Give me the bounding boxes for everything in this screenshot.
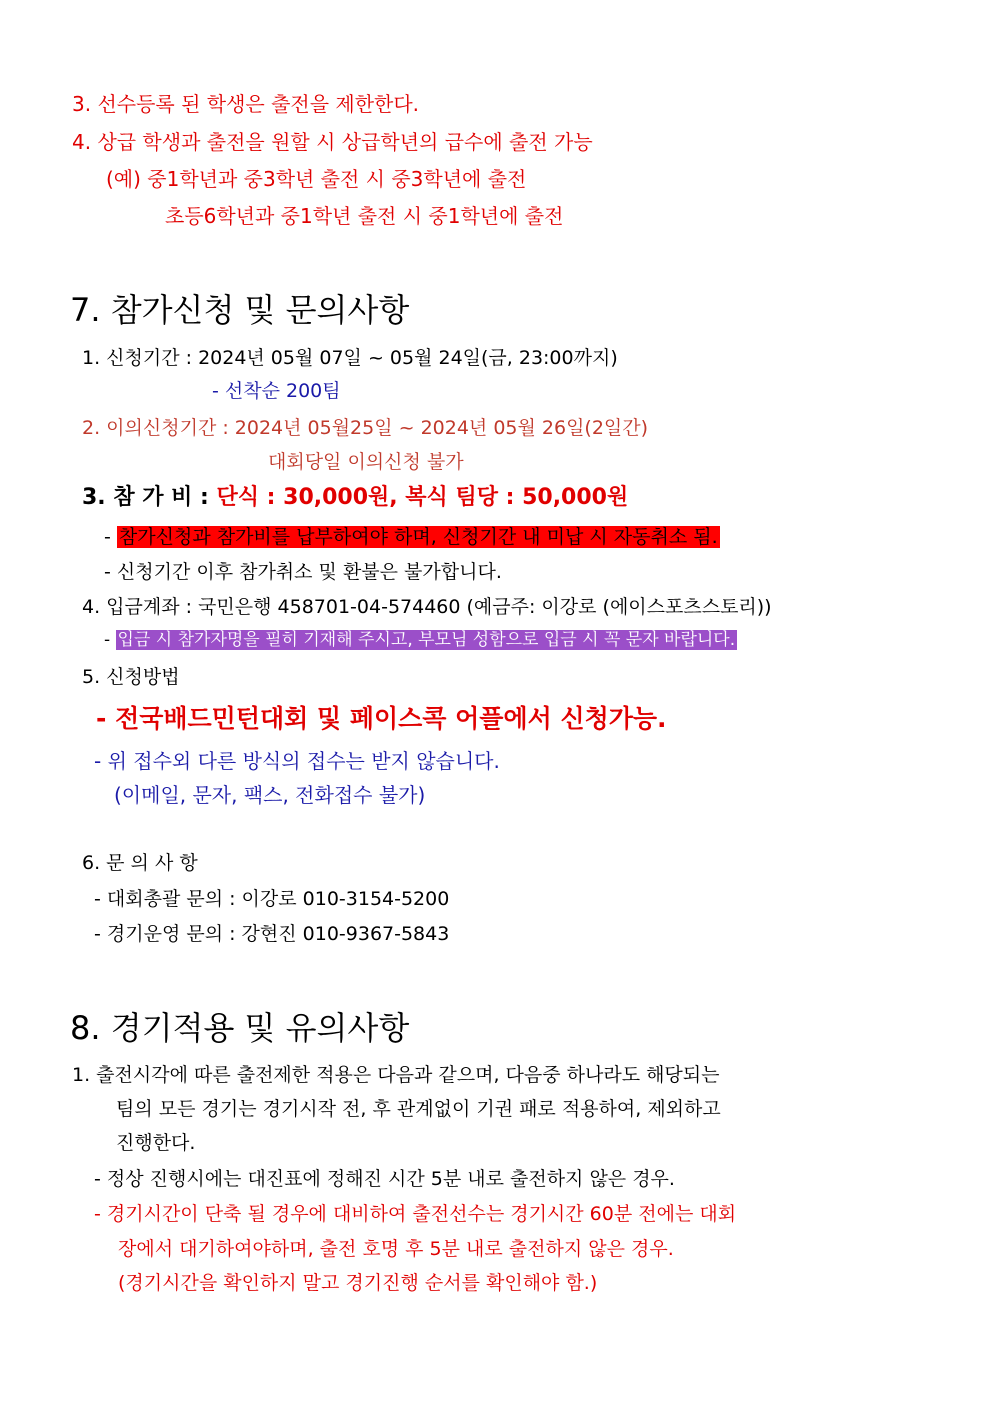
entry-fee-label: 3. 참 가 비 : xyxy=(82,485,217,510)
rule-note-2-line-1: - 경기시간이 단축 될 경우에 대비하여 출전선수는 경기시간 60분 전에는 대회 xyxy=(94,1203,737,1225)
apply-period: 1. 신청기간 : 2024년 05월 07일 ~ 05월 24일(금, 23:00까지) xyxy=(82,347,618,369)
contact-line-1: - 대회총괄 문의 : 이강로 010-3154-5200 xyxy=(94,888,450,910)
fee-note-1 xyxy=(104,528,720,547)
objection-note: 대회당일 이의신청 불가 xyxy=(268,451,464,473)
bank-account: 4. 입금계좌 : 국민은행 458701-04-574460 (예금주: 이강로 (에이스포츠스토리)) xyxy=(82,596,772,618)
rule-note-2-line-3: (경기시간을 확인하지 말고 경기진행 순서를 확인해야 함.) xyxy=(118,1272,598,1294)
apply-method-note-2: (이메일, 문자, 팩스, 전화접수 불가) xyxy=(114,783,426,807)
account-note-dash: - xyxy=(104,630,116,650)
first-come-note: - 선착순 200팀 xyxy=(212,380,341,402)
section-8-title: 8. 경기적용 및 유의사항 xyxy=(70,1009,410,1047)
rule-note-1: - 정상 진행시에는 대진표에 정해진 시간 5분 내로 출전하지 않은 경우. xyxy=(94,1168,675,1190)
rule-1-line-1: 1. 출전시각에 따른 출전제한 적용은 다음과 같으며, 다음중 하나라도 해당되는 xyxy=(72,1064,720,1086)
fee-note-2: - 신청기간 이후 참가취소 및 환불은 불가합니다. xyxy=(104,561,502,583)
fee-note-1-dash: - xyxy=(104,526,117,548)
apply-method-main: - 전국배드민턴대회 및 페이스콕 어플에서 신청가능. xyxy=(96,704,667,733)
rule-item-3-text: 3. 선수등록 된 학생은 출전을 제한한다. xyxy=(72,92,420,116)
fee-note-1-text: 참가신청과 참가비를 납부하여야 하며, 신청기간 내 미납 시 자동취소 됨. xyxy=(118,526,718,548)
account-note xyxy=(104,632,737,649)
objection-period: 2. 이의신청기간 : 2024년 05월25일 ~ 2024년 05월 26일(2일간) xyxy=(82,417,649,439)
rule-item-4: 4. 상급 학생과 출전을 원할 시 상급학년의 급수에 출전 가능 xyxy=(72,130,593,154)
apply-method-note-1: - 위 접수외 다른 방식의 접수는 받지 않습니다. xyxy=(94,749,500,773)
rule-item-3 xyxy=(72,94,419,114)
rule-example-2: 초등6학년과 중1학년 출전 시 중1학년에 출전 xyxy=(165,204,564,228)
rule-example-1: (예) 중1학년과 중3학년 출전 시 중3학년에 출전 xyxy=(106,167,527,191)
rule-1-line-2: 팀의 모든 경기는 경기시작 전, 후 관계없이 기권 패로 적용하여, 제외하고 xyxy=(116,1098,721,1120)
section-7-title: 7. 참가신청 및 문의사항 xyxy=(70,291,410,329)
account-note-text: 입금 시 참가자명을 필히 기재해 주시고, 부모님 성함으로 입금 시 꼭 문자 바랍니다. xyxy=(117,630,736,650)
entry-fee xyxy=(82,487,628,509)
apply-method: 5. 신청방법 xyxy=(82,666,180,688)
contact-line-2: - 경기운영 문의 : 강현진 010-9367-5843 xyxy=(94,923,450,945)
entry-fee-value: 단식 : 30,000원, 복식 팀당 : 50,000원 xyxy=(216,485,629,510)
rule-note-2-line-2: 장에서 대기하여야하며, 출전 호명 후 5분 내로 출전하지 않은 경우. xyxy=(118,1238,674,1260)
rule-1-line-3: 진행한다. xyxy=(116,1132,196,1154)
contact-heading: 6. 문 의 사 항 xyxy=(82,852,198,874)
